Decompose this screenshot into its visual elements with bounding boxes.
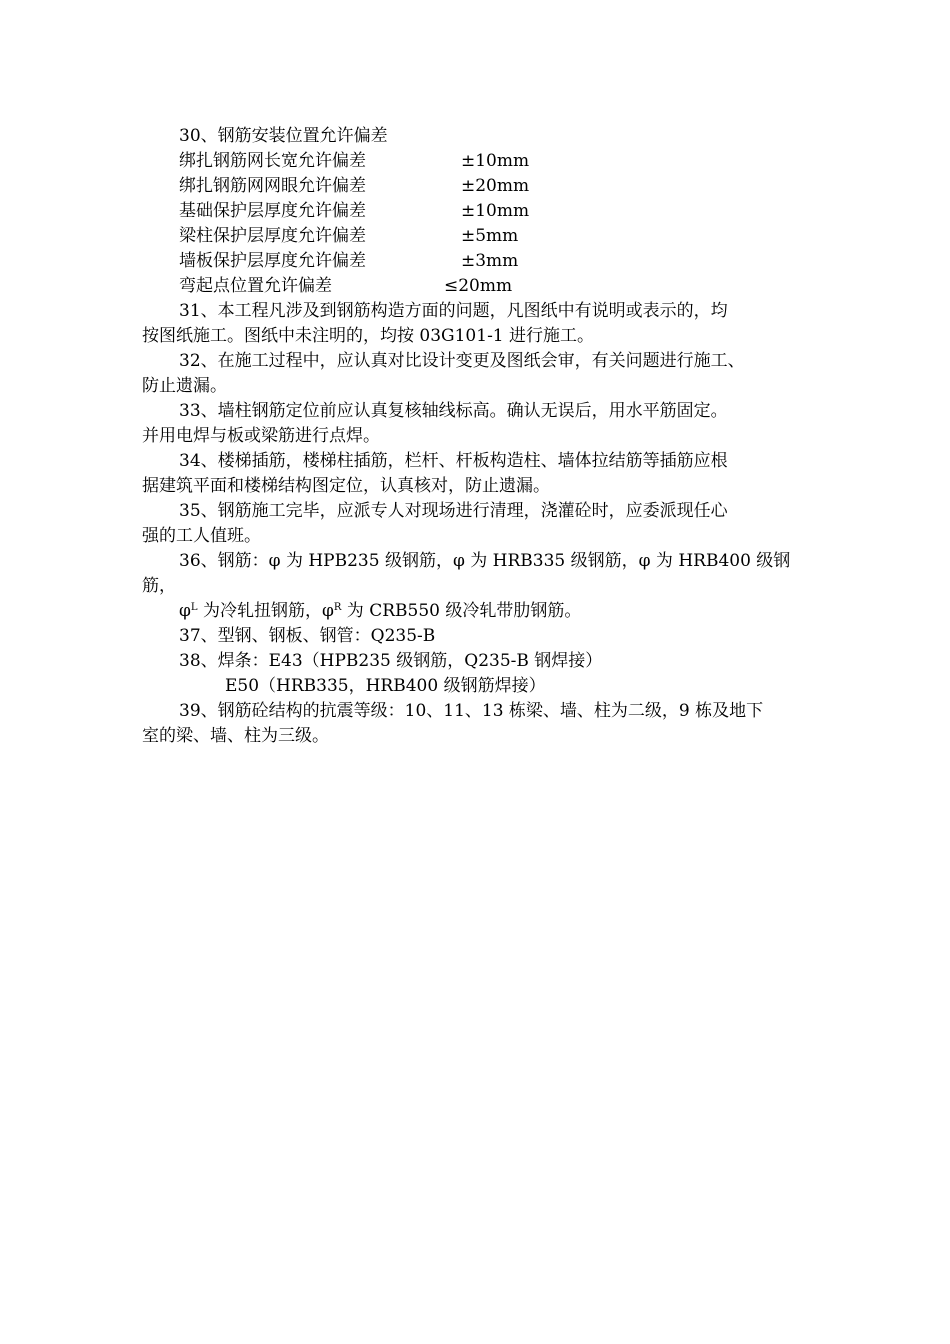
paragraph-line: 33、墙柱钢筋定位前应认真复核轴线标高。确认无误后，用水平筋固定。 <box>179 401 728 421</box>
paragraph-line: 31、本工程凡涉及到钢筋构造方面的问题，凡图纸中有说明或表示的，均 <box>179 301 728 321</box>
paragraph-line: 据建筑平面和楼梯结构图定位，认真核对，防止遗漏。 <box>142 476 550 496</box>
item-38-line: 38、焊条：E43（HPB235 级钢筋，Q235-B 钢焊接） <box>179 651 603 671</box>
phi-symbol: φ <box>179 601 191 621</box>
paragraph-text: 为 CRB550 级冷轧带肋钢筋。 <box>341 601 582 621</box>
paragraph-line: 36、钢筋：φ 为 HPB235 级钢筋，φ 为 HRB335 级钢筋，φ 为 HRB400 级钢 <box>179 551 791 571</box>
tolerance-label: 绑扎钢筋网网眼允许偏差 <box>179 176 366 196</box>
superscript-r: R <box>333 602 342 613</box>
tolerance-row <box>142 249 832 274</box>
tolerance-row <box>142 274 832 299</box>
item-34-paragraph <box>142 449 832 499</box>
paragraph-line-symbols <box>142 599 832 624</box>
item-37-line: 37、型钢、钢板、钢管：Q235-B <box>179 626 436 646</box>
phi-symbol: φ <box>321 601 334 621</box>
paragraph-line: 筋， <box>142 576 176 596</box>
tolerance-label: 墙板保护层厚度允许偏差 <box>179 251 366 271</box>
tolerance-value: ≤20mm <box>444 276 513 296</box>
tolerance-value: ±10mm <box>461 151 530 171</box>
paragraph-line: 强的工人值班。 <box>142 526 261 546</box>
tolerance-value: ±5mm <box>461 226 519 246</box>
paragraph-line: 34、楼梯插筋，楼梯柱插筋，栏杆、杆板构造柱、墙体拉结筋等插筋应根 <box>179 451 728 471</box>
tolerance-row <box>142 199 832 224</box>
paragraph-line: 32、在施工过程中，应认真对比设计变更及图纸会审，有关问题进行施工、 <box>179 351 745 371</box>
paragraph-text: 为冷轧扭钢筋， <box>197 601 322 621</box>
item-38-line: E50（HRB335，HRB400 级钢筋焊接） <box>225 676 546 696</box>
tolerance-value: ±3mm <box>461 251 519 271</box>
tolerance-row <box>142 224 832 249</box>
tolerance-label: 绑扎钢筋网长宽允许偏差 <box>179 151 366 171</box>
paragraph-line: 39、钢筋砼结构的抗震等级：10、11、13 栋梁、墙、柱为二级，9 栋及地下 <box>179 701 764 721</box>
item-30-title: 30、钢筋安装位置允许偏差 <box>179 126 388 146</box>
item-35-paragraph <box>142 499 832 549</box>
tolerance-label: 基础保护层厚度允许偏差 <box>179 201 366 221</box>
item-33-paragraph <box>142 399 832 449</box>
tolerance-value: ±10mm <box>461 201 530 221</box>
superscript-l: L <box>190 602 198 613</box>
tolerance-value: ±20mm <box>461 176 530 196</box>
item-36-paragraph <box>142 549 832 624</box>
paragraph-line: 室的梁、墙、柱为三级。 <box>142 726 329 746</box>
item-39-paragraph <box>142 699 832 749</box>
paragraph-line: 按图纸施工。图纸中未注明的，均按 03G101-1 进行施工。 <box>142 326 595 346</box>
tolerance-label: 梁柱保护层厚度允许偏差 <box>179 226 366 246</box>
document-page <box>142 124 832 749</box>
item-32-paragraph <box>142 349 832 399</box>
tolerance-row <box>142 174 832 199</box>
tolerance-label: 弯起点位置允许偏差 <box>179 276 332 296</box>
paragraph-line: 防止遗漏。 <box>142 376 227 396</box>
tolerance-row <box>142 149 832 174</box>
item-31-paragraph <box>142 299 832 349</box>
paragraph-line: 并用电焊与板或梁筋进行点焊。 <box>142 426 380 446</box>
paragraph-line: 35、钢筋施工完毕，应派专人对现场进行清理，浇灌砼时，应委派现任心 <box>179 501 728 521</box>
